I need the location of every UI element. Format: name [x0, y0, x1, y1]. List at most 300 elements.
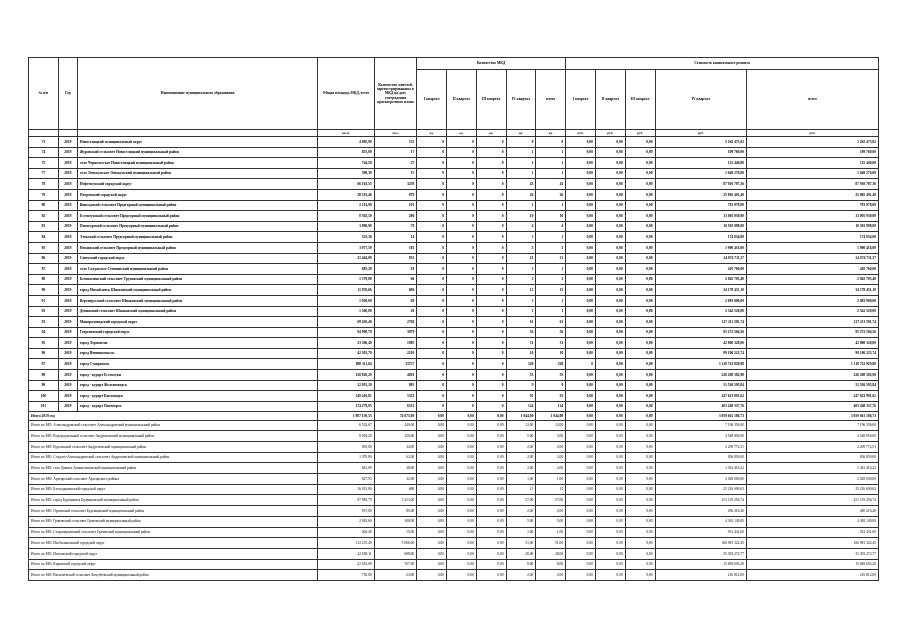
mo-cell: 15 849 603,20 — [655, 559, 746, 570]
mo-cell: 0,00 — [447, 474, 477, 485]
mo-cell: 216 812,00 — [746, 570, 878, 581]
table-row — [29, 242, 879, 253]
mo-cell: 1 361 416,22 — [746, 463, 878, 474]
table-cell: 97 — [29, 359, 59, 370]
mo-cell: 85,00 — [374, 506, 417, 517]
mo-cell: 8 094,20 — [318, 431, 374, 442]
table-cell: 124 — [506, 401, 536, 412]
mo-total-row — [29, 538, 879, 549]
table-cell: 0,00 — [595, 295, 625, 306]
table-cell: 15 — [374, 168, 417, 179]
mo-cell: 15,00 — [374, 527, 417, 538]
table-cell: 2019 — [58, 211, 77, 222]
table-cell: 0,00 — [625, 189, 655, 200]
table-cell: 77 — [29, 168, 59, 179]
mo-cell: 0,00 — [595, 548, 625, 559]
table-cell: 33 005 930,00 — [655, 211, 746, 222]
table-cell: 0,00 — [566, 370, 596, 381]
table-cell: 1 — [506, 232, 536, 243]
table-cell: 781 978,00 — [655, 200, 746, 211]
mo-cell: 0,00 — [595, 484, 625, 495]
table-row — [29, 168, 879, 179]
total-cell: 1 044,00 — [536, 412, 566, 420]
table-cell: 5 — [536, 242, 566, 253]
mo-cell: 0,00 — [476, 570, 506, 581]
table-cell: Петровский городской округ — [77, 189, 317, 200]
table-cell: 0,00 — [566, 285, 596, 296]
total-cell: 0,00 — [447, 412, 477, 420]
mo-cell: 912 441,60 — [655, 527, 746, 538]
table-cell: 0 — [447, 348, 477, 359]
table-cell: 2019 — [58, 221, 77, 232]
table-cell: 1 — [536, 147, 566, 158]
table-row — [29, 317, 879, 328]
table-cell: 0,00 — [595, 179, 625, 190]
table-cell: 0,00 — [566, 179, 596, 190]
table-cell: 0,00 — [625, 253, 655, 264]
table-cell: 0,00 — [595, 401, 625, 412]
table-cell: 0 — [447, 232, 477, 243]
table-cell: 0,00 — [566, 232, 596, 243]
table-cell: 0,00 — [566, 348, 596, 359]
table-cell: 1 649 276,00 — [746, 168, 878, 179]
table-cell: 2210 — [374, 348, 417, 359]
table-cell: 0,00 — [566, 295, 596, 306]
mo-cell: 0,00 — [595, 559, 625, 570]
table-cell: Винсадский сельсовет Предгорный муниципальный район — [77, 200, 317, 211]
table-cell: 403 248 337,76 — [746, 401, 878, 412]
table-row — [29, 285, 879, 296]
table-cell: 2019 — [58, 242, 77, 253]
table-cell: 34 178 451,10 — [746, 285, 878, 296]
mo-cell: 32,00 — [374, 474, 417, 485]
table-cell: 0,00 — [566, 327, 596, 338]
table-cell: 0 — [417, 264, 447, 275]
table-cell: 80 — [29, 200, 59, 211]
table-cell: Дёминский сельсовет Шпаковский муниципальный район — [77, 306, 317, 317]
table-cell: 2019 — [58, 158, 77, 169]
mo-cell: 0,00 — [566, 463, 596, 474]
table-cell: 0,00 — [595, 168, 625, 179]
table-cell: 0 — [417, 327, 447, 338]
table-cell: 0,00 — [625, 327, 655, 338]
table-cell: 78 — [29, 179, 59, 190]
table-cell: 390,30 — [318, 168, 374, 179]
mo-cell: 0,00 — [447, 527, 477, 538]
table-cell: 95 272 504,56 — [655, 327, 746, 338]
mo-cell: 0,00 — [625, 506, 655, 517]
capital-repair-table — [28, 57, 879, 581]
table-cell: 5 262 475,02 — [746, 137, 878, 148]
table-cell: 1 — [536, 200, 566, 211]
table-cell: 0,00 — [625, 211, 655, 222]
table-cell: 328 — [506, 359, 536, 370]
table-cell: город - курорт Пятигорск — [77, 401, 317, 412]
mo-cell: 0,00 — [625, 495, 655, 506]
table-row — [29, 327, 879, 338]
table-cell: 25 865 401,40 — [655, 189, 746, 200]
mo-cell: 912 441,60 — [746, 527, 878, 538]
table-cell: 92 — [29, 306, 59, 317]
table-cell: 3879 — [374, 327, 417, 338]
mo-cell: 0,00 — [625, 516, 655, 527]
table-cell: 88 — [29, 274, 59, 285]
mo-cell: 0,00 — [566, 570, 596, 581]
table-cell: 0 — [476, 306, 506, 317]
table-cell: 0,00 — [595, 221, 625, 232]
table-cell: 0 — [476, 242, 506, 253]
mo-cell: 51,00 — [536, 538, 566, 549]
table-cell: 0 — [447, 253, 477, 264]
table-cell: 2019 — [58, 348, 77, 359]
table-cell: 2019 — [58, 189, 77, 200]
table-cell: 0 — [476, 401, 506, 412]
table-cell: 18 — [374, 264, 417, 275]
table-cell: 0 — [476, 338, 506, 349]
table-cell: 0,00 — [566, 200, 596, 211]
table-cell: 2019 — [58, 179, 77, 190]
table-row — [29, 338, 879, 349]
mo-cell: 62,00 — [374, 452, 417, 463]
table-cell: 0,00 — [625, 168, 655, 179]
mo-cell: 827,93 — [318, 474, 374, 485]
table-cell: 0,00 — [625, 137, 655, 148]
table-cell: 0 — [417, 391, 447, 402]
table-cell: 781 978,00 — [746, 200, 878, 211]
table-cell: 0,00 — [625, 200, 655, 211]
mo-cell: 2,00 — [536, 506, 566, 517]
table-cell: 8 — [506, 137, 536, 148]
mo-cell: 0,00 — [625, 559, 655, 570]
table-cell: 0 — [476, 189, 506, 200]
mo-total-row — [29, 442, 879, 453]
table-cell: 0 — [417, 189, 447, 200]
table-cell: 2019 — [58, 274, 77, 285]
table-cell: 0 — [417, 274, 447, 285]
table-cell: 33737 — [374, 359, 417, 370]
unit-cell: кв.м. — [318, 130, 374, 137]
table-cell: 0 — [417, 338, 447, 349]
table-cell: 4 — [536, 221, 566, 232]
table-cell: 0 — [476, 317, 506, 328]
table-cell: 74 — [29, 147, 59, 158]
table-cell: 0,00 — [595, 253, 625, 264]
mo-cell: 2 945,60 — [318, 516, 374, 527]
table-cell: село Солдатское Степновский муниципальный район — [77, 264, 317, 275]
mo-total-row — [29, 452, 879, 463]
table-cell: 125 440,00 — [746, 158, 878, 169]
table-cell: 0,00 — [625, 264, 655, 275]
table-cell: 2019 — [58, 370, 77, 381]
mo-cell: 0,00 — [476, 431, 506, 442]
table-cell: 73 — [29, 137, 59, 148]
unit-cell: ед. — [476, 130, 506, 137]
mo-cell: 0,00 — [476, 538, 506, 549]
mo-cell: 0,00 — [476, 442, 506, 453]
table-cell: 0,00 — [625, 221, 655, 232]
mo-cell: 0,00 — [476, 495, 506, 506]
table-cell: 0 — [447, 391, 477, 402]
table-cell: Георгиевский городской округ — [77, 327, 317, 338]
table-cell: 75 — [29, 158, 59, 169]
spreadsheet-page — [28, 57, 879, 581]
mo-cell: 0,00 — [595, 495, 625, 506]
table-cell: 0 — [566, 359, 596, 370]
mo-cell: 0,00 — [417, 484, 447, 495]
table-cell: 0,00 — [566, 306, 596, 317]
table-cell: 0 — [417, 232, 447, 243]
table-cell: 0,00 — [595, 242, 625, 253]
mo-cell: 0,00 — [447, 484, 477, 495]
table-cell: 1 — [536, 306, 566, 317]
table-cell: 5 262 475,02 — [655, 137, 746, 148]
table-cell: 890 311,04 — [318, 359, 374, 370]
table-cell: 1 649 276,00 — [655, 168, 746, 179]
table-cell: 2019 — [58, 391, 77, 402]
table-row — [29, 264, 879, 275]
table-cell: 0 — [417, 317, 447, 328]
table-cell: 42 303,70 — [318, 348, 374, 359]
mo-cell: 4 365 140,00 — [655, 516, 746, 527]
table-row — [29, 295, 879, 306]
table-cell: 83 — [29, 221, 59, 232]
table-cell: 3 — [506, 274, 536, 285]
table-cell: 933 — [374, 253, 417, 264]
table-cell: 96 — [29, 348, 59, 359]
table-cell: 0,00 — [625, 232, 655, 243]
mo-cell: 166 981 322,45 — [655, 538, 746, 549]
table-cell: 0 — [417, 306, 447, 317]
mo-cell: 0,00 — [625, 570, 655, 581]
table-cell: город - курорт Железноводск — [77, 380, 317, 391]
table-row — [29, 147, 879, 158]
table-cell: 0 — [447, 274, 477, 285]
table-cell: 0,00 — [566, 147, 596, 158]
mo-cell: 0,00 — [625, 474, 655, 485]
table-cell: 0,00 — [595, 391, 625, 402]
mo-cell: 0,00 — [566, 452, 596, 463]
mo-cell: 0,00 — [595, 474, 625, 485]
table-cell: 1 118 741 929,88 — [746, 359, 878, 370]
total-cell: 0,00 — [625, 412, 655, 420]
mo-cell: 166 981 322,45 — [746, 538, 878, 549]
table-cell: 9 — [506, 380, 536, 391]
table-cell: 403 248 337,76 — [655, 401, 746, 412]
table-cell: 1095 — [374, 338, 417, 349]
mo-cell: 0,00 — [595, 516, 625, 527]
table-cell: 0 — [476, 211, 506, 222]
mo-cell: 0,00 — [417, 570, 447, 581]
table-cell: 135 — [374, 137, 417, 148]
table-cell: 26 — [536, 189, 566, 200]
table-cell: 1 — [506, 264, 536, 275]
table-cell: 31 — [536, 338, 566, 349]
mo-cell: 1 070,09 — [318, 452, 374, 463]
table-cell: Пятигорский сельсовет Предгорный муниципальный район — [77, 221, 317, 232]
table-cell: 0,00 — [625, 338, 655, 349]
table-cell: 15 — [536, 285, 566, 296]
header-mkd-total: итого — [536, 70, 566, 130]
table-row — [29, 359, 879, 370]
mo-cell: 0,00 — [447, 538, 477, 549]
table-cell: Журавский сельсовет Новоселицкий муниципальный район — [77, 147, 317, 158]
mo-label: Итого по МО: Арзгирский сельсовет Арзгирского района — [29, 474, 318, 485]
mo-total-row — [29, 516, 879, 527]
table-cell: 0 — [476, 137, 506, 148]
table-cell: 21 444,09 — [318, 253, 374, 264]
mo-cell: 0,00 — [447, 431, 477, 442]
table-cell: 0,00 — [625, 370, 655, 381]
mo-cell: 0,00 — [476, 527, 506, 538]
table-cell: 323,36 — [318, 232, 374, 243]
table-cell: 51 526 595,84 — [746, 380, 878, 391]
mo-total-row — [29, 506, 879, 517]
mo-total-row — [29, 463, 879, 474]
unit-cell: руб. — [595, 130, 625, 137]
table-cell: 87 910 787,36 — [746, 179, 878, 190]
table-cell: 0 — [447, 147, 477, 158]
header-cost-q4: IV квартал — [655, 70, 746, 130]
mo-total-row — [29, 527, 879, 538]
mo-cell: 5,00 — [506, 431, 536, 442]
table-cell: 42 800 328,00 — [655, 338, 746, 349]
table-cell: 0 — [476, 274, 506, 285]
mo-cell: 0,00 — [417, 506, 447, 517]
mo-cell: 0,00 — [625, 484, 655, 495]
total-row — [29, 412, 879, 420]
mo-cell: 0,00 — [476, 420, 506, 431]
table-cell: 0 — [476, 285, 506, 296]
mo-label: Итого по МО: Солдато-Александровский сельсовет Андроповский муниципальный район — [29, 452, 318, 463]
mo-label: Итого по МО: Васильевский сельсовет Кочубеевский муниципальный район — [29, 570, 318, 581]
mo-cell: 15 — [506, 484, 536, 495]
header-year: Год — [58, 58, 77, 130]
table-cell: 744,50 — [318, 158, 374, 169]
table-cell: 27 — [374, 158, 417, 169]
mo-cell: 2,00 — [506, 452, 536, 463]
mo-cell: 8,00 — [536, 559, 566, 570]
table-row — [29, 401, 879, 412]
table-cell: 0 — [417, 348, 447, 359]
table-row — [29, 221, 879, 232]
mo-cell: 0,00 — [417, 495, 447, 506]
table-row — [29, 274, 879, 285]
mo-cell: 0,00 — [566, 474, 596, 485]
table-cell: 0,00 — [566, 274, 596, 285]
table-cell: 1 — [506, 147, 536, 158]
table-cell: 0 — [447, 189, 477, 200]
table-cell: 2 342 520,00 — [746, 306, 878, 317]
table-cell: 85 — [29, 242, 59, 253]
table-cell: 91 — [29, 295, 59, 306]
mo-cell: 23,00 — [374, 570, 417, 581]
mo-cell: 1,00 — [536, 474, 566, 485]
mo-cell: 0,00 — [595, 527, 625, 538]
table-cell: 0,00 — [566, 338, 596, 349]
table-cell: 3 977,50 — [318, 242, 374, 253]
table-cell: 51 526 595,84 — [655, 380, 746, 391]
table-cell: 0,00 — [625, 348, 655, 359]
table-cell: 0,00 — [595, 370, 625, 381]
table-cell: 22 055,10 — [318, 380, 374, 391]
mo-cell: 0,00 — [625, 420, 655, 431]
table-cell: Минераловодский городской округ — [77, 317, 317, 328]
mo-total-row — [29, 484, 879, 495]
mo-cell: 16 015,00 — [318, 484, 374, 495]
table-cell: 0 — [447, 295, 477, 306]
table-cell: 21 — [536, 253, 566, 264]
table-cell: 0,00 — [595, 264, 625, 275]
table-cell: 296 — [374, 211, 417, 222]
table-cell: 0 — [417, 295, 447, 306]
mo-cell: 0,00 — [417, 527, 447, 538]
table-cell: 149 416,81 — [318, 391, 374, 402]
table-cell: 66 — [374, 274, 417, 285]
table-cell: 0 — [447, 285, 477, 296]
table-cell: 685,29 — [318, 264, 374, 275]
table-body — [29, 130, 879, 581]
table-cell: 1 — [506, 295, 536, 306]
table-cell: 0 — [447, 327, 477, 338]
table-cell: 100 — [29, 391, 59, 402]
header-cost-q1: I квартал — [566, 70, 596, 130]
table-cell: 0,00 — [595, 306, 625, 317]
mo-cell: 3 213,00 — [374, 495, 417, 506]
table-cell: 0,00 — [566, 391, 596, 402]
mo-cell: 0,00 — [566, 516, 596, 527]
mo-cell: 57,00 — [536, 495, 566, 506]
table-cell: 1 — [536, 168, 566, 179]
table-cell: 0,00 — [625, 391, 655, 402]
table-cell: 0 — [417, 359, 447, 370]
mo-cell: 28,00 — [536, 548, 566, 559]
unit-cell: руб. — [746, 130, 878, 137]
table-cell: 0,00 — [625, 295, 655, 306]
table-cell: 879 — [374, 189, 417, 200]
table-cell: 2019 — [58, 285, 77, 296]
table-cell: 0,00 — [595, 348, 625, 359]
mo-cell: 12,00 — [506, 420, 536, 431]
mo-cell: 0,00 — [447, 463, 477, 474]
header-cost-q3: III квартал — [625, 70, 655, 130]
mo-label: Итого по МО: Старомарьевский сельсовет Грачевский муниципальный район — [29, 527, 318, 538]
header-num: № п/п — [29, 58, 59, 130]
table-cell: 10 503 998,00 — [655, 221, 746, 232]
table-cell: 2 083 900,00 — [746, 295, 878, 306]
table-cell: 4819 — [374, 370, 417, 381]
table-cell: 0 — [476, 179, 506, 190]
table-cell: Нефтекумский городской округ — [77, 179, 317, 190]
unit-cell: ед. — [447, 130, 477, 137]
table-cell: 0,00 — [566, 137, 596, 148]
table-cell: 2019 — [58, 264, 77, 275]
table-cell: 17 — [374, 147, 417, 158]
table-cell: 94 990,70 — [318, 327, 374, 338]
mo-cell: 12,00 — [536, 420, 566, 431]
table-cell: 2019 — [58, 401, 77, 412]
table-cell: 183 — [374, 242, 417, 253]
table-row — [29, 380, 879, 391]
table-cell: 0,00 — [595, 338, 625, 349]
total-cell: 0,00 — [595, 412, 625, 420]
table-cell: 1 — [536, 264, 566, 275]
table-cell: 0 — [476, 168, 506, 179]
table-cell: 0 — [476, 380, 506, 391]
table-cell: город - курорт Кисловодск — [77, 391, 317, 402]
mo-label: Итого по МО: Водораздельный сельсовет Андроповский муниципальный район — [29, 431, 318, 442]
table-cell: 1 — [536, 158, 566, 169]
mo-cell: 0,00 — [595, 538, 625, 549]
